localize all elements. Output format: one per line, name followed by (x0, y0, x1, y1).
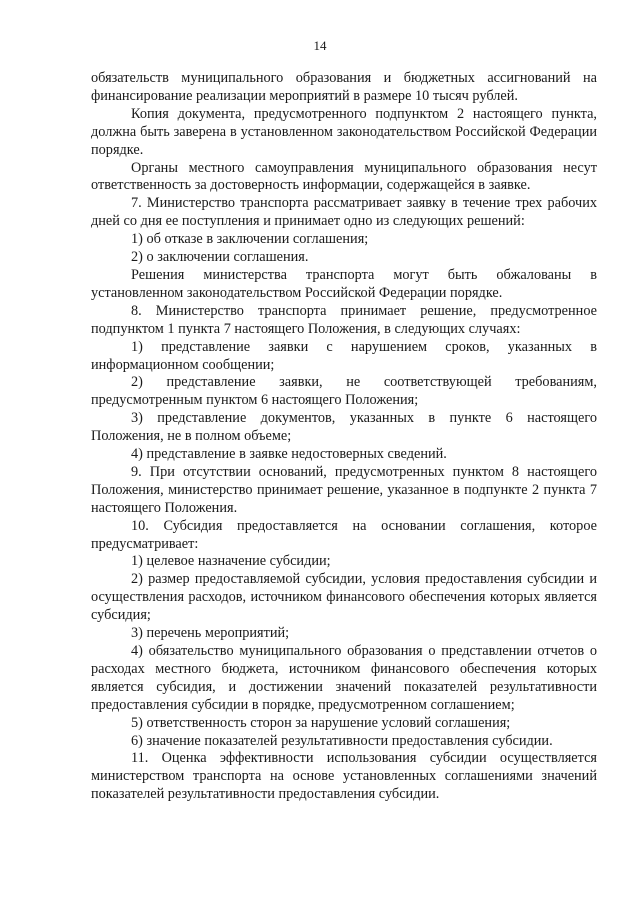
list-item: 6) значение показателей результативности предоставления субсидии. (131, 732, 553, 749)
paragraph: Решения министерства транспорта могут быть обжалованы в установленном законодательством Российской Федерации порядке. (91, 266, 597, 301)
list-item: 3) перечень мероприятий; (131, 625, 290, 642)
list-item: 1) целевое назначение субсидии; (131, 553, 331, 570)
paragraph: 11. Оценка эффективности использования субсидии осуществляется министерством транспорта на основе установленных соглашениями значений показателей результативности предоставления субсидии. (91, 750, 597, 803)
page-number: 14 (313, 38, 327, 53)
paragraph: 7. Министерство транспорта рассматривает заявку в течение трех рабочих дней со дня ее поступления и принимает одно из следующих решений: (91, 195, 597, 230)
paragraph: 9. При отсутствии оснований, предусмотренных пунктом 8 настоящего Положения, министерство принимает решение, указанное в подпункте 2 пункта 7 настоящего Положения. (91, 463, 597, 516)
list-item: 4) представление в заявке недостоверных сведений. (131, 446, 447, 463)
paragraph: 8. Министерство транспорта принимает решение, предусмотренное подпунктом 1 пункта 7 настоящего Положения, в следующих случаях: (91, 302, 597, 337)
list-item: 1) об отказе в заключении соглашения; (131, 231, 369, 248)
list-item: 2) представление заявки, не соответствующей требованиям, предусмотренным пунктом 6 настоящего Положения; (91, 374, 597, 409)
list-item: 4) обязательство муниципального образования о представлении отчетов о расходах местного бюджета, источником финансового обеспечения которых является субсидия, и достижении значений показателей результативности предоставления субсидии в порядке, предусмотренном соглашением; (91, 643, 597, 713)
list-item: 3) представление документов, указанных в пункте 6 настоящего Положения, не в полном объеме; (91, 410, 597, 445)
list-item: 5) ответственность сторон за нарушение условий соглашения; (131, 714, 511, 731)
paragraph: Органы местного самоуправления муниципального образования несут ответственность за достоверность информации, содержащейся в заявке. (91, 159, 597, 194)
document-body (91, 70, 597, 804)
list-item: 2) о заключении соглашения. (131, 249, 309, 266)
paragraph: обязательств муниципального образования и бюджетных ассигнований на финансирование реализации мероприятий в размере 10 тысяч рублей. (91, 70, 597, 104)
paragraph: 10. Субсидия предоставляется на основании соглашения, которое предусматривает: (91, 517, 597, 552)
list-item: 2) размер предоставляемой субсидии, условия предоставления субсидии и осуществления расходов, источником финансового обеспечения которых является субсидия; (91, 571, 597, 624)
paragraph: Копия документа, предусмотренного подпунктом 2 настоящего пункта, должна быть заверена в установленном законодательством Российской Федерации порядке. (91, 105, 597, 158)
list-item: 1) представление заявки с нарушением сроков, указанных в информационном сообщении; (91, 338, 597, 373)
